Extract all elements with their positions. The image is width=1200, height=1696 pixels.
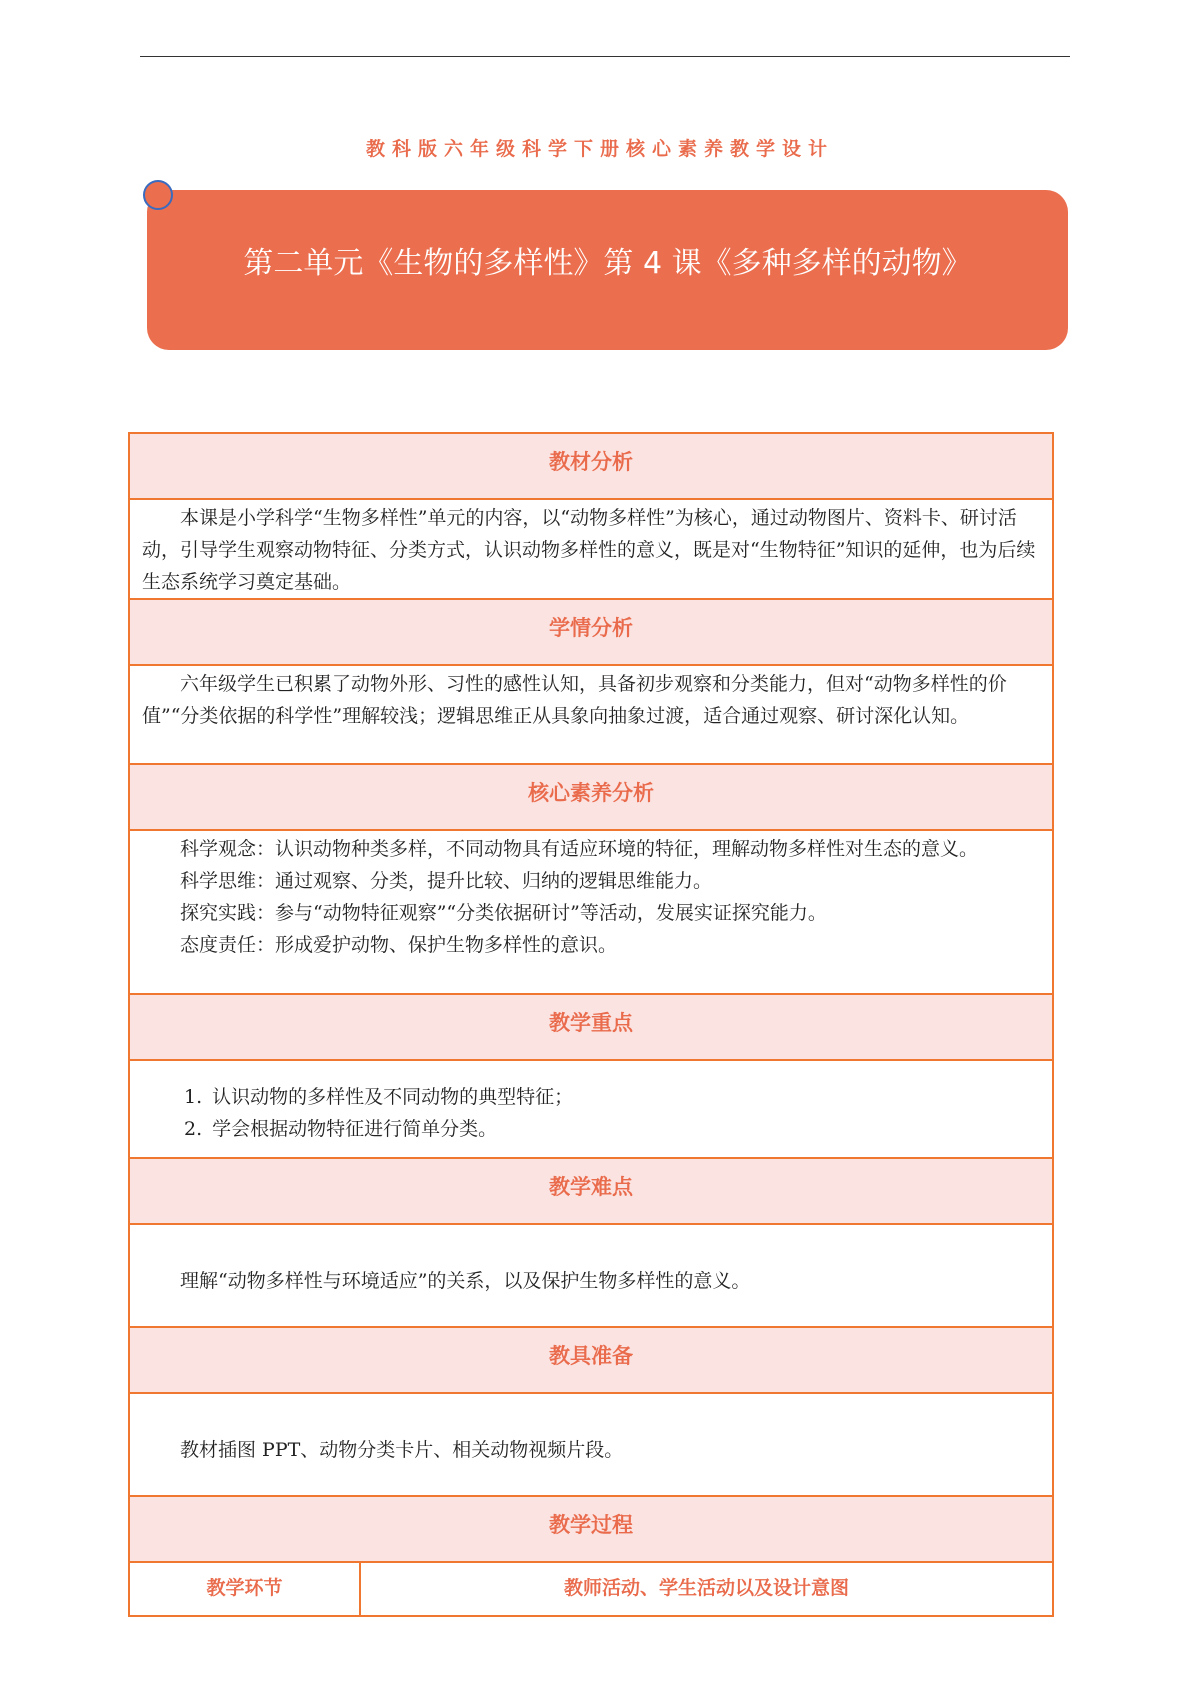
section-heading-literacy: 核心素养分析 (129, 764, 1053, 830)
section-body-students (129, 665, 1053, 764)
document-header: 教科版六年级科学下册核心素养教学设计 (365, 138, 834, 160)
students-text: 六年级学生已积累了动物外形、习性的感性认知，具备初步观察和分类能力，但对“动物多样性的价值”“分类依据的科学性”理解较浅；逻辑思维正从具象向抽象过渡，适合通过观察、研讨深化认知。 (142, 673, 1007, 727)
literacy-concept: 科学观念：认识动物种类多样，不同动物具有适应环境的特征，理解动物多样性对生态的意义。 (180, 838, 979, 860)
section-body-material (129, 499, 1053, 599)
difficulties-text: 理解“动物多样性与环境适应”的关系，以及保护生物多样性的意义。 (180, 1270, 751, 1292)
material-text: 本课是小学科学“生物多样性”单元的内容，以“动物多样性”为核心，通过动物图片、资料卡、研讨活动，引导学生观察动物特征、分类方式，认识动物多样性的意义，既是对“生物特征”知识的延伸，也为后续生态系统学习奠定基础。 (142, 507, 1036, 593)
section-heading-students: 学情分析 (129, 599, 1053, 665)
title-banner (147, 190, 1068, 350)
literacy-practice: 探究实践：参与“动物特征观察”“分类依据研讨”等活动，发展实证探究能力。 (180, 902, 827, 924)
section-body-materials-prep (129, 1393, 1053, 1496)
key-point-item: 2. 学会根据动物特征进行简单分类。 (184, 1118, 498, 1140)
lesson-title: 第二单元《生物的多样性》第 4 课《多种多样的动物》 (243, 246, 972, 281)
top-rule (140, 56, 1070, 57)
process-column-stage: 教学环节 (129, 1562, 360, 1616)
section-body-literacy (129, 830, 1053, 994)
section-body-difficulties (129, 1224, 1053, 1327)
literacy-thinking: 科学思维：通过观察、分类，提升比较、归纳的逻辑思维能力。 (180, 870, 713, 892)
section-heading-material: 教材分析 (129, 433, 1053, 499)
section-heading-key-points: 教学重点 (129, 994, 1053, 1060)
section-heading-process: 教学过程 (129, 1496, 1053, 1562)
process-column-activities: 教师活动、学生活动以及设计意图 (360, 1562, 1053, 1616)
materials-prep-text: 教材插图 PPT、动物分类卡片、相关动物视频片段。 (180, 1439, 624, 1461)
banner-dot-icon (143, 180, 173, 210)
section-body-key-points (129, 1060, 1053, 1158)
section-heading-difficulties: 教学难点 (129, 1158, 1053, 1224)
literacy-attitude: 态度责任：形成爱护动物、保护生物多样性的意识。 (180, 934, 618, 956)
lesson-plan-table (128, 432, 1054, 1617)
section-heading-materials-prep: 教具准备 (129, 1327, 1053, 1393)
key-point-item: 1. 认识动物的多样性及不同动物的典型特征； (184, 1086, 574, 1108)
